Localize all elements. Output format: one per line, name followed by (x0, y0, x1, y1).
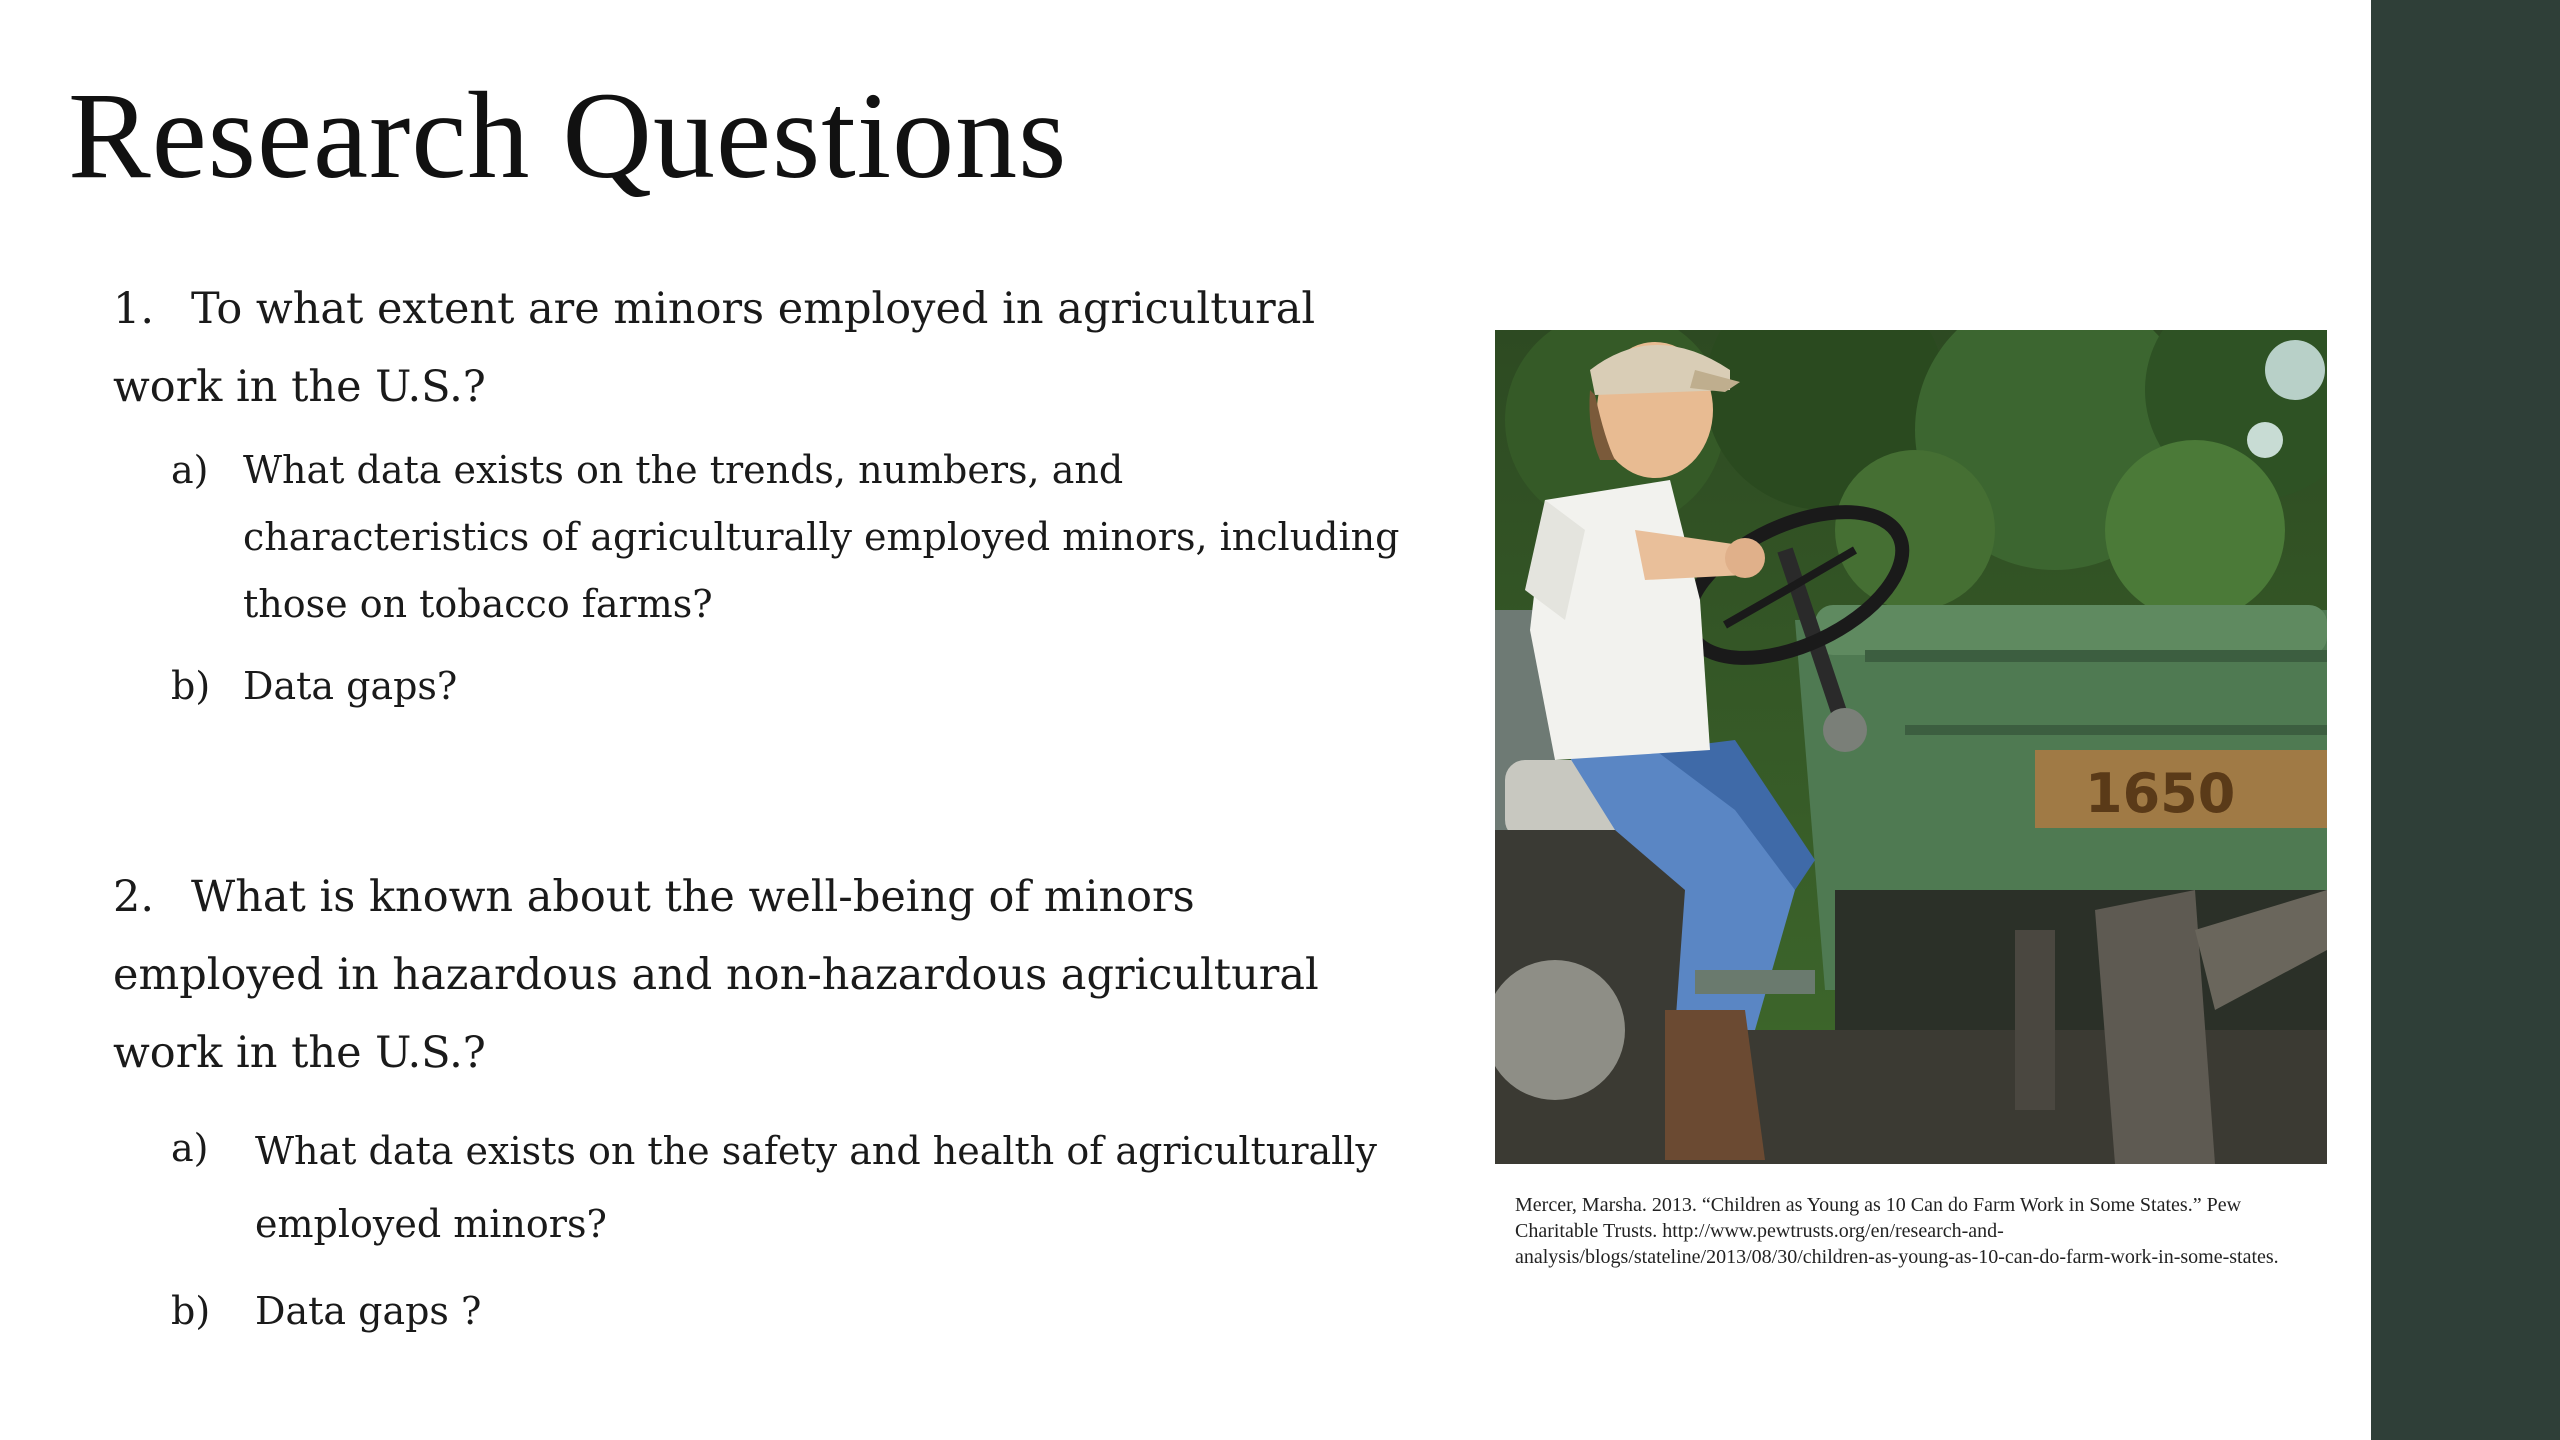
question-2-sub-b-label: b) (171, 1289, 211, 1333)
question-2 (113, 858, 1363, 1092)
photo-illustration (1495, 330, 2327, 1164)
question-2-number: 2. (113, 872, 155, 922)
question-1 (113, 270, 1363, 426)
question-1-sub-b-label: b) (171, 664, 211, 708)
question-2-sub-a-text: What data exists on the safety and health of agriculturally employed minors? (255, 1129, 1377, 1246)
slide-title: Research Questions (68, 67, 1068, 204)
side-color-band (2371, 0, 2560, 1440)
photo-child-on-tractor (1495, 330, 2327, 1164)
tractor-model-number: 1650 (2085, 762, 2236, 825)
question-1-sub-b-text: Data gaps? (243, 664, 458, 708)
question-1-sub-a (171, 437, 1401, 647)
question-2-text: What is known about the well-being of minors employed in hazardous and non-hazardous agricultural work in the U.S.? (113, 872, 1319, 1078)
image-citation: Mercer, Marsha. 2013. “Children as Young as 10 Can do Farm Work in Some States.” Pew Charitable Trusts. http://www.pewtrusts.org/en/research-and-analysis/blogs/stateline/2013/08/30/children-as-young-as-10-can-do-farm-work-in-some-states. (1515, 1194, 2279, 1268)
question-1-sub-a-label: a) (171, 448, 209, 492)
question-1-sub-a-text: What data exists on the trends, numbers, and characteristics of agriculturally employed minors, including those on tobacco farms? (243, 448, 1400, 626)
question-1-text: To what extent are minors employed in agricultural work in the U.S.? (113, 284, 1316, 412)
question-2-sub-a (171, 1115, 1401, 1265)
question-1-sub-b (171, 653, 1171, 723)
question-2-sub-b (171, 1278, 1171, 1348)
question-2-sub-a-label: a) (171, 1126, 209, 1170)
question-2-sub-b-text: Data gaps ? (255, 1289, 482, 1333)
question-1-number: 1. (113, 284, 155, 334)
